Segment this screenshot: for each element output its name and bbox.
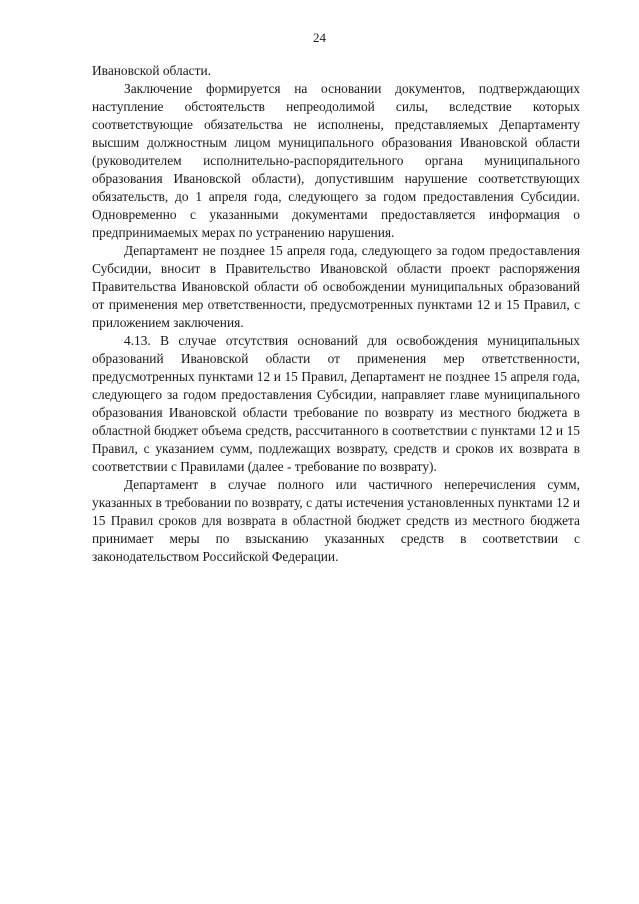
paragraph-continuation: Ивановской области. — [92, 63, 211, 78]
paragraph-recovery-measures: Департамент в случае полного или частичного неперечисления сумм, указанных в требовании по возврату, с даты истечения установленных пунктами 12 и 15 Правил сроков для возврата в областной бюджет средств из местного бюджета принимает меры по взысканию указанных средств в соответствии с законодательством Российской Федерации. — [92, 477, 580, 564]
page-number: 24 — [313, 30, 326, 45]
paragraph-clause-4-13: 4.13. В случае отсутствия оснований для освобождения муниципальных образований Ивановской области от применения мер ответственности, предусмотренных пунктами 12 и 15 Правил, Департамент не позднее 15 апреля года, следующего за годом предоставления Субсидии, направляет главе муниципального образования Ивановской области требование по возврату из местного бюджета в областной бюджет объема средств, рассчитанного в соответствии с пунктами 12 и 15 Правил, с указанием сумм, подлежащих возврату, средств и сроков их возврата в соответствии с Правилами (далее - требование по возврату). — [92, 333, 580, 474]
paragraph-department-deadline: Департамент не позднее 15 апреля года, следующего за годом предоставления Субсидии, вносит в Правительство Ивановской области проект распоряжения Правительства Ивановской области об освобождении муниципальных образований от применения мер ответственности, предусмотренных пунктами 12 и 15 Правил, с приложением заключения. — [92, 243, 580, 330]
paragraph-conclusion: Заключение формируется на основании документов, подтверждающих наступление обстоятельств непреодолимой силы, вследствие которых соответствующие обязательства не исполнены, представляемых Департаменту высшим должностным лицом муниципального образования Ивановской области (руководителем исполнительно-распорядительного органа муниципального образования Ивановской области), допустившим нарушение соответствующих обязательств, до 1 апреля года, следующего за годом предоставления Субсидии. Одновременно с указанными документами предоставляется информация о предпринимаемых мерах по устранению нарушения. — [92, 81, 580, 240]
document-body — [92, 62, 580, 566]
